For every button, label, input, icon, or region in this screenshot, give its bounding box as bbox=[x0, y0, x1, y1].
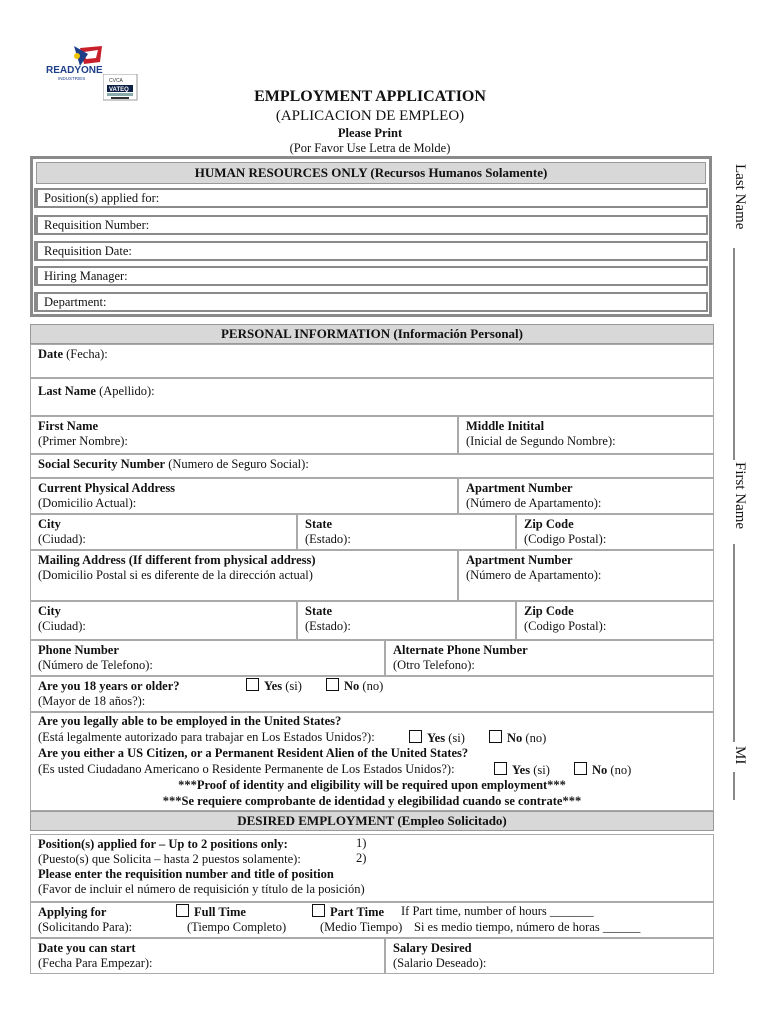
citizen-yes-checkbox[interactable] bbox=[494, 762, 507, 775]
part-time-hours-es[interactable]: Si es medio tiempo, número de horas ______ bbox=[414, 920, 641, 934]
svg-text:CVCA: CVCA bbox=[109, 78, 123, 84]
salary-label-es: (Salario Deseado): bbox=[393, 956, 487, 970]
mailing-state-label-es: (Estado): bbox=[305, 619, 351, 633]
legal-question: Are you legally able to be employed in the United States? bbox=[38, 714, 342, 728]
part-time-hours[interactable]: If Part time, number of hours _______ bbox=[401, 904, 594, 918]
city-field[interactable] bbox=[30, 514, 297, 550]
position-1-marker: 1) bbox=[356, 836, 367, 850]
last-name-field[interactable] bbox=[30, 378, 714, 416]
zip-label: Zip Code bbox=[524, 517, 574, 531]
middle-initial-label-es: (Inicial de Segundo Nombre): bbox=[466, 434, 616, 448]
personal-heading-es: (Información Personal) bbox=[393, 326, 523, 341]
age-no-label: No bbox=[344, 679, 360, 693]
mailing-label-es: (Domicilio Postal si es diferente de la dirección actual) bbox=[38, 568, 313, 582]
side-last-name: Last Name bbox=[732, 164, 748, 230]
city-label: City bbox=[38, 517, 61, 531]
citizen-question-es: (Es usted Ciudadano Americano o Residente Permanente de Los Estados Unidos?): bbox=[38, 762, 455, 776]
mailing-apartment-label: Apartment Number bbox=[466, 553, 573, 567]
legal-yes-label-es: (si) bbox=[448, 731, 465, 745]
citizen-no-checkbox[interactable] bbox=[574, 762, 587, 775]
part-time-label: Part Time bbox=[330, 905, 385, 919]
form-title: EMPLOYMENT APPLICATION bbox=[254, 88, 486, 105]
age-yes-checkbox[interactable] bbox=[246, 678, 259, 691]
age-yes-option[interactable] bbox=[246, 678, 302, 694]
hr-requisition-date-field[interactable]: Requisition Date: bbox=[34, 241, 708, 261]
legal-no-label-es: (no) bbox=[525, 731, 547, 745]
citizen-no-label: No bbox=[592, 763, 608, 777]
positions-label-es: (Puesto(s) que Solicita – hasta 2 puestos solamente): bbox=[38, 852, 301, 866]
apartment-label-es: (Número de Apartamento): bbox=[466, 496, 602, 510]
apartment-number-field[interactable] bbox=[458, 478, 714, 514]
part-time-option[interactable] bbox=[312, 904, 384, 920]
personal-info-heading bbox=[30, 324, 714, 344]
desired-heading-en: DESIRED EMPLOYMENT bbox=[237, 813, 395, 828]
first-name-label: First Name bbox=[38, 419, 99, 433]
applying-for-label: Applying for bbox=[38, 905, 107, 919]
age-no-checkbox[interactable] bbox=[326, 678, 339, 691]
alternate-phone-field[interactable] bbox=[385, 640, 714, 676]
citizen-no-option[interactable] bbox=[574, 762, 631, 778]
full-time-option[interactable] bbox=[176, 904, 246, 920]
mailing-city-label: City bbox=[38, 604, 61, 618]
please-print-es: (Por Favor Use Letra de Molde) bbox=[289, 141, 451, 155]
form-subtitle: (APLICACION DE EMPLEO) bbox=[275, 108, 465, 124]
age-yes-label-es: (si) bbox=[285, 679, 302, 693]
applying-for-label-es: (Solicitando Para): bbox=[38, 920, 133, 934]
part-time-checkbox[interactable] bbox=[312, 904, 325, 917]
age-no-option[interactable] bbox=[326, 678, 383, 694]
phone-label-es: (Número de Telefono): bbox=[38, 658, 153, 672]
ssn-label: Social Security Number bbox=[38, 457, 166, 471]
phone-field[interactable] bbox=[30, 640, 385, 676]
legal-no-option[interactable] bbox=[489, 730, 546, 746]
side-first-name: First Name bbox=[732, 462, 748, 530]
mailing-city-field[interactable] bbox=[30, 601, 297, 640]
citizen-question: Are you either a US Citizen, or a Permanent Resident Alien of the United States? bbox=[38, 746, 469, 760]
first-name-label-es: (Primer Nombre): bbox=[38, 434, 128, 448]
desired-heading-es: (Empleo Solicitado) bbox=[397, 813, 507, 828]
date-label: Date bbox=[38, 347, 63, 361]
zip-label-es: (Codigo Postal): bbox=[524, 532, 607, 546]
proof-notice-es: ***Se requiere comprobante de identidad y elegibilidad cuando se contrate*** bbox=[162, 794, 582, 808]
mailing-label: Mailing Address (If different from physical address) bbox=[38, 553, 316, 567]
age-yes-label: Yes bbox=[264, 679, 283, 693]
legal-question-es: (Está legalmente autorizado para trabajar en Los Estados Unidos?): bbox=[38, 730, 375, 744]
start-date-label: Date you can start bbox=[38, 941, 136, 955]
zip-field[interactable] bbox=[516, 514, 714, 550]
hr-heading-es: (Recursos Humanos Solamente) bbox=[370, 165, 548, 180]
mailing-zip-label: Zip Code bbox=[524, 604, 574, 618]
address-label-es: (Domicilio Actual): bbox=[38, 496, 137, 510]
middle-initial-label: Middle Initital bbox=[466, 419, 545, 433]
hr-heading bbox=[36, 162, 706, 184]
mailing-zip-field[interactable] bbox=[516, 601, 714, 640]
apartment-label: Apartment Number bbox=[466, 481, 573, 495]
requisition-instruction-es: (Favor de incluir el número de requisición y título de la posición) bbox=[38, 882, 365, 896]
mailing-address-field[interactable] bbox=[30, 550, 458, 601]
mailing-state-label: State bbox=[305, 604, 333, 618]
city-label-es: (Ciudad): bbox=[38, 532, 86, 546]
hr-heading-en: HUMAN RESOURCES ONLY bbox=[194, 165, 368, 180]
legal-no-checkbox[interactable] bbox=[489, 730, 502, 743]
readyone-logo bbox=[44, 44, 106, 84]
mailing-apartment-label-es: (Número de Apartamento): bbox=[466, 568, 602, 582]
proof-notice: ***Proof of identity and eligibility will be required upon employment*** bbox=[178, 778, 566, 792]
legal-yes-label: Yes bbox=[427, 731, 446, 745]
position-2-marker: 2) bbox=[356, 851, 367, 865]
legal-yes-option[interactable] bbox=[409, 730, 465, 746]
alt-phone-label-es: (Otro Telefono): bbox=[393, 658, 475, 672]
side-mi: MI bbox=[732, 746, 748, 765]
address-label: Current Physical Address bbox=[38, 481, 176, 495]
physical-address-field[interactable] bbox=[30, 478, 458, 514]
full-time-label: Full Time bbox=[194, 905, 246, 919]
full-time-label-es: (Tiempo Completo) bbox=[187, 920, 287, 934]
mailing-apartment-field[interactable] bbox=[458, 550, 714, 601]
svg-text:READYONE: READYONE bbox=[46, 65, 103, 76]
hr-position-field[interactable]: Position(s) applied for: bbox=[34, 188, 708, 208]
mailing-state-field[interactable] bbox=[297, 601, 516, 640]
state-field[interactable] bbox=[297, 514, 516, 550]
hr-department-field[interactable]: Department: bbox=[34, 292, 708, 312]
last-name-label: Last Name bbox=[38, 384, 96, 398]
full-time-checkbox[interactable] bbox=[176, 904, 189, 917]
hr-hiring-manager-field[interactable]: Hiring Manager: bbox=[34, 266, 708, 286]
start-date-label-es: (Fecha Para Empezar): bbox=[38, 956, 153, 970]
citizen-yes-label: Yes bbox=[512, 763, 531, 777]
legal-no-label: No bbox=[507, 731, 523, 745]
first-name-field[interactable] bbox=[30, 416, 458, 454]
phone-label: Phone Number bbox=[38, 643, 119, 657]
middle-initial-field[interactable] bbox=[458, 416, 714, 454]
svg-text:VATEQ: VATEQ bbox=[109, 87, 129, 93]
last-name-label-es: (Apellido): bbox=[99, 384, 155, 398]
state-label-es: (Estado): bbox=[305, 532, 351, 546]
citizen-no-label-es: (no) bbox=[610, 763, 632, 777]
age-question-es: (Mayor de 18 años?): bbox=[38, 694, 146, 708]
age-question: Are you 18 years or older? bbox=[38, 679, 180, 693]
salary-label: Salary Desired bbox=[393, 941, 472, 955]
mailing-zip-label-es: (Codigo Postal): bbox=[524, 619, 607, 633]
please-print: Please Print bbox=[337, 126, 403, 140]
requisition-instruction: Please enter the requisition number and title of position bbox=[38, 867, 334, 881]
state-label: State bbox=[305, 517, 333, 531]
start-date-field[interactable] bbox=[30, 938, 385, 974]
citizen-yes-option[interactable] bbox=[494, 762, 550, 778]
ssn-field[interactable] bbox=[30, 454, 714, 478]
ssn-label-es: (Numero de Seguro Social): bbox=[168, 457, 309, 471]
age-no-label-es: (no) bbox=[362, 679, 384, 693]
personal-heading-en: PERSONAL INFORMATION bbox=[220, 326, 391, 341]
mailing-city-label-es: (Ciudad): bbox=[38, 619, 86, 633]
alt-phone-label: Alternate Phone Number bbox=[393, 643, 528, 657]
citizen-yes-label-es: (si) bbox=[533, 763, 550, 777]
positions-label: Position(s) applied for – Up to 2 positions only: bbox=[38, 837, 288, 851]
legal-yes-checkbox[interactable] bbox=[409, 730, 422, 743]
svg-text:INDUSTRIES: INDUSTRIES bbox=[58, 76, 86, 81]
desired-employment-heading bbox=[30, 811, 714, 831]
salary-desired-field[interactable] bbox=[385, 938, 714, 974]
hr-requisition-number-field[interactable]: Requisition Number: bbox=[34, 215, 708, 235]
date-label-es: (Fecha): bbox=[66, 347, 108, 361]
positions-applied-field[interactable] bbox=[30, 834, 714, 902]
part-time-label-es: (Medio Tiempo) bbox=[320, 920, 403, 934]
side-name-strip bbox=[722, 160, 758, 800]
date-field[interactable] bbox=[30, 344, 714, 378]
